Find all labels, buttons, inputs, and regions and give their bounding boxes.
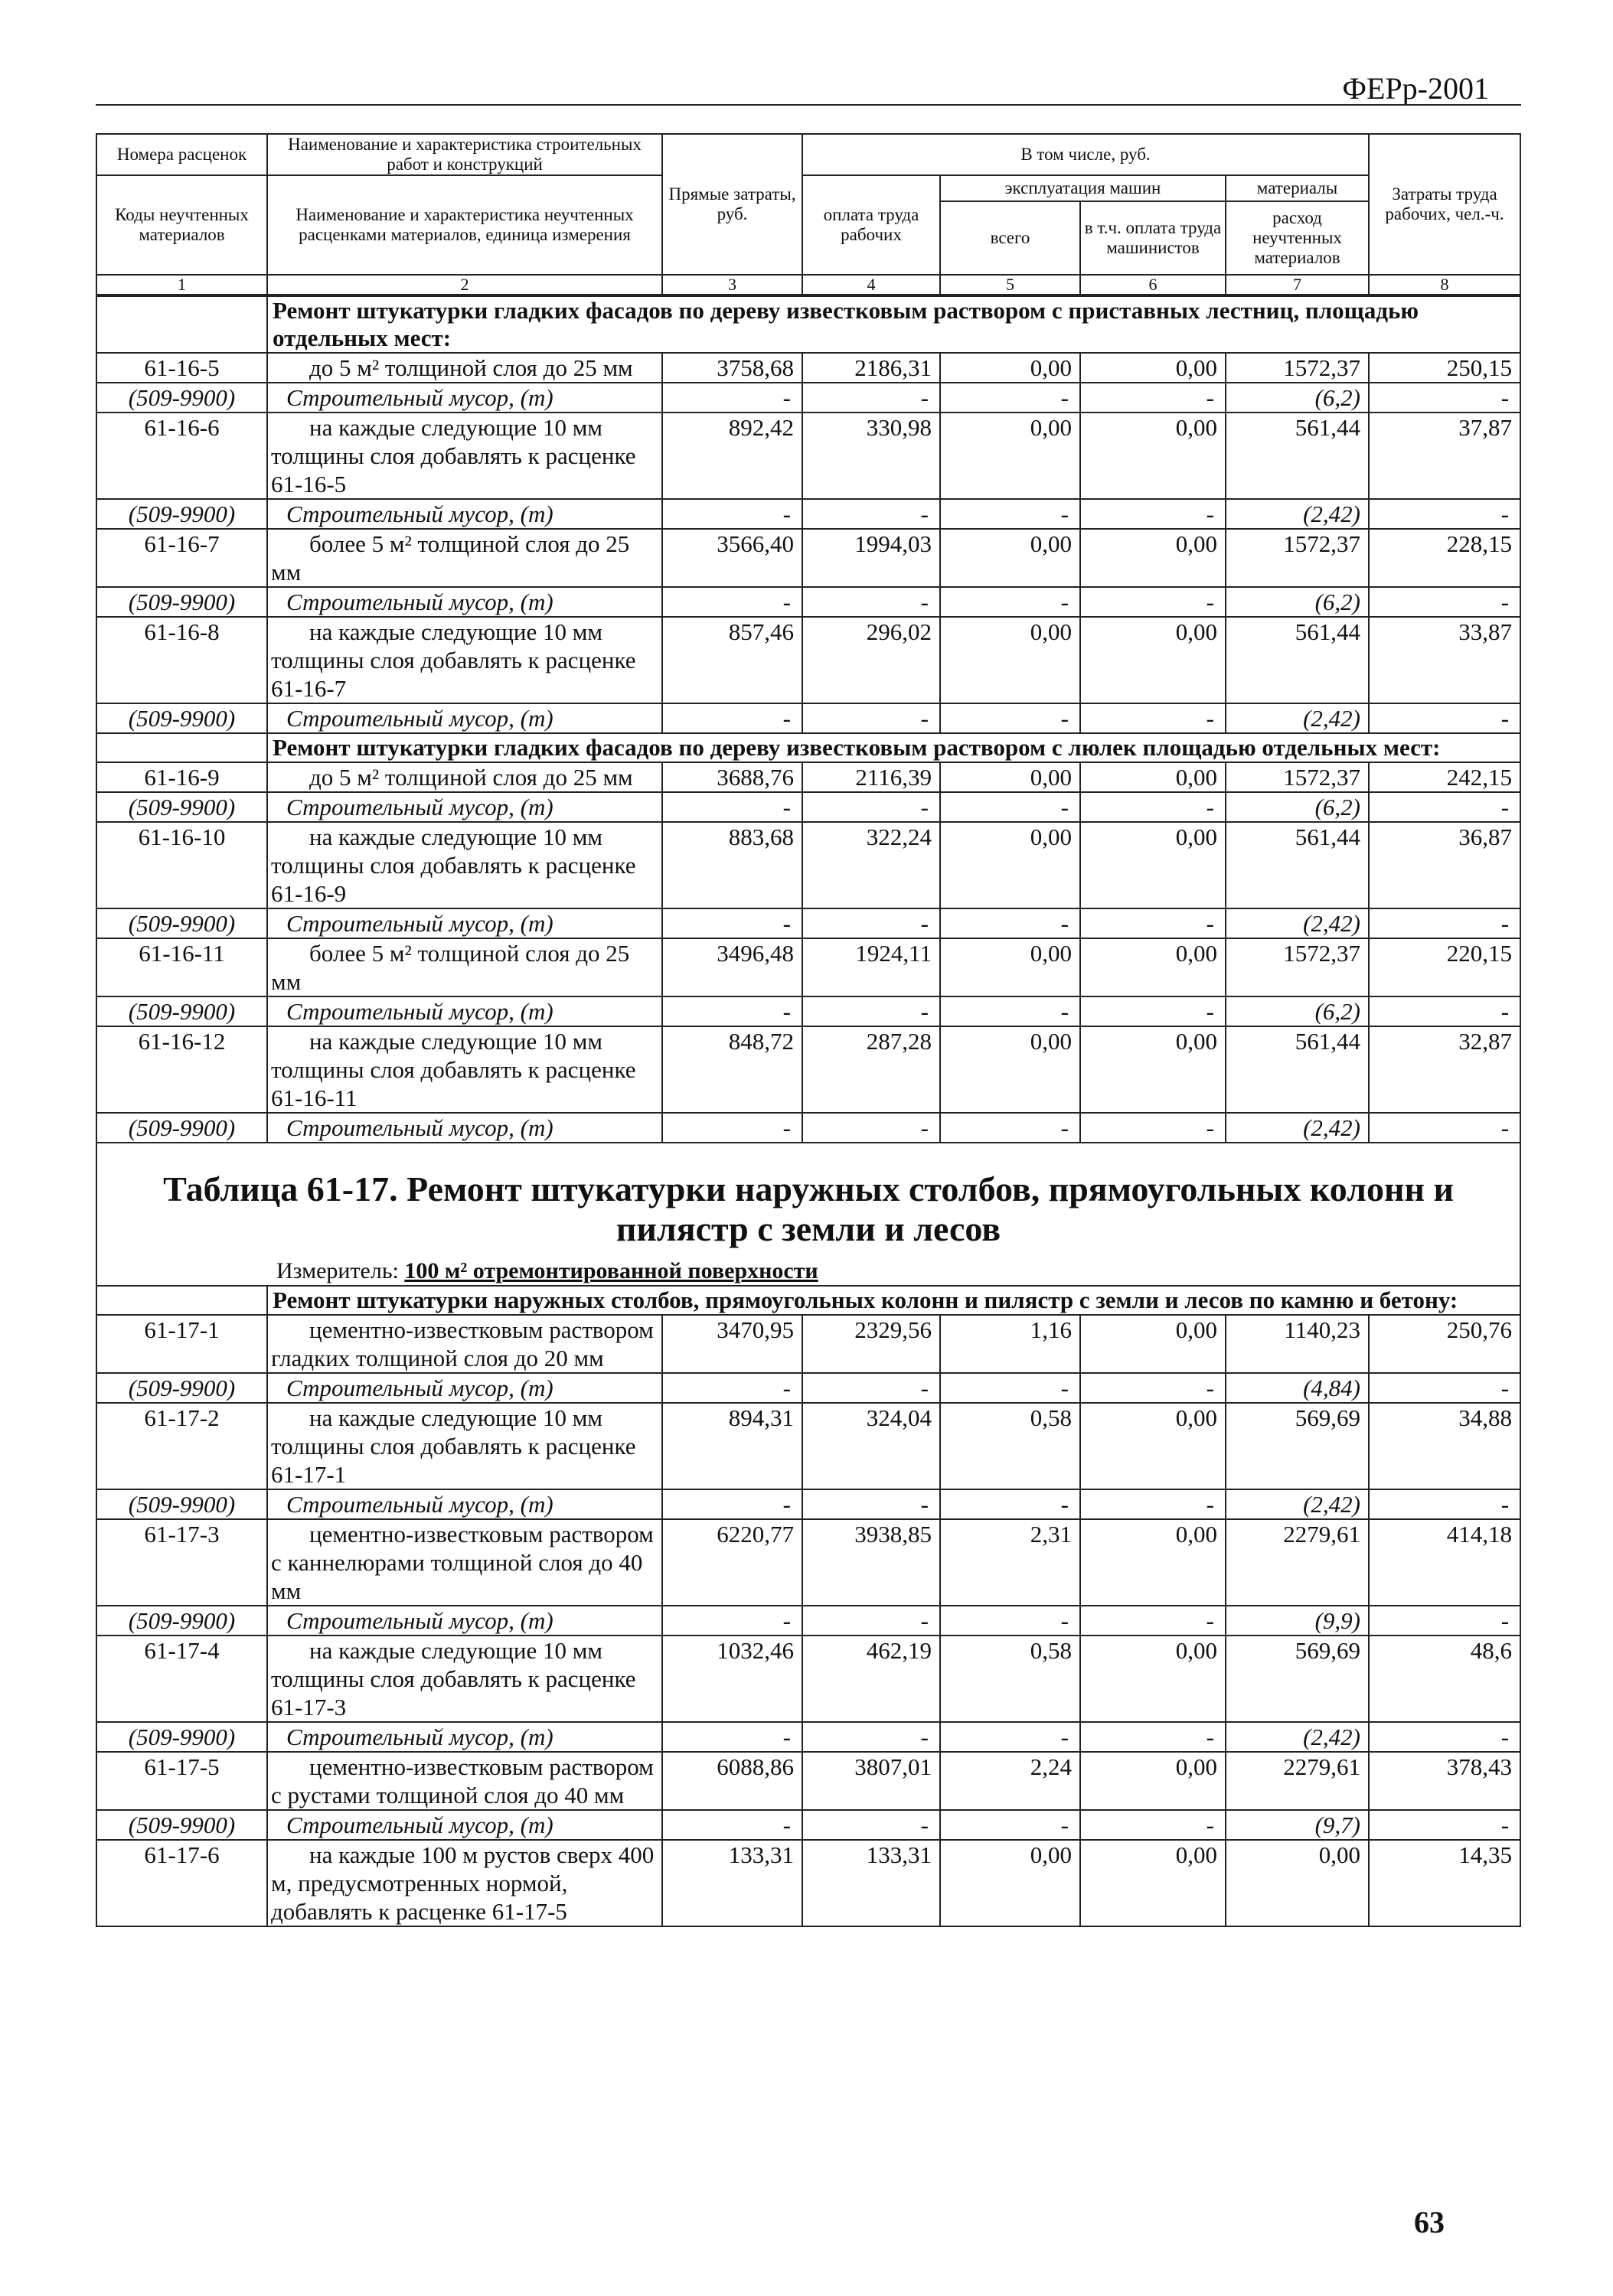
rate-description: более 5 м² толщиной слоя до 25 мм	[267, 938, 662, 996]
machines-total: 0,00	[940, 617, 1080, 703]
machines-total: 0,00	[940, 353, 1080, 383]
machinists-pay: 0,00	[1080, 529, 1226, 587]
machines-total: 0,00	[940, 822, 1080, 908]
material-dash: -	[662, 1606, 802, 1636]
material-dash: -	[940, 1489, 1080, 1519]
material-dash: -	[1080, 792, 1226, 822]
table-title: Таблица 61-17. Ремонт штукатурки наружных столбов, прямоугольных колонн и пилястр с земли и лесов	[96, 1157, 1520, 1257]
material-dash: -	[940, 1722, 1080, 1752]
rate-description: на каждые следующие 10 мм толщины слоя добавлять к расценке 61-17-1	[267, 1403, 662, 1489]
direct-costs: 3470,95	[662, 1315, 802, 1373]
col-machines: эксплуатация машин	[940, 175, 1226, 201]
material-dash: -	[1369, 996, 1520, 1026]
machines-total: 2,31	[940, 1519, 1080, 1606]
rate-description: цементно-известковым раствором гладких толщиной слоя до 20 мм	[267, 1315, 662, 1373]
material-consumption: (9,7)	[1226, 1810, 1369, 1840]
column-index-7: 7	[1226, 275, 1369, 295]
material-row	[96, 703, 1520, 733]
material-row	[96, 1722, 1520, 1752]
labor-pay: 322,24	[802, 822, 940, 908]
measure-label: Измеритель:	[276, 1258, 405, 1283]
material-code: (509-9900)	[96, 587, 267, 617]
material-consumption: (4,84)	[1226, 1373, 1369, 1403]
col-unaccounted-materials: расход неучтенных материалов	[1226, 201, 1369, 275]
labor-pay: 324,04	[802, 1403, 940, 1489]
measure-row	[96, 1257, 1520, 1286]
col-including: В том числе, руб.	[802, 134, 1369, 175]
group-row-2	[96, 733, 1520, 762]
machinists-pay: 0,00	[1080, 353, 1226, 383]
material-consumption: (2,42)	[1226, 499, 1369, 529]
material-row	[96, 1810, 1520, 1840]
rate-description: до 5 м² толщиной слоя до 25 мм	[267, 762, 662, 792]
material-dash: -	[802, 1113, 940, 1143]
table-row	[96, 1752, 1520, 1810]
direct-costs: 3688,76	[662, 762, 802, 792]
group-row-3	[96, 1286, 1520, 1315]
labor-hours: 242,15	[1369, 762, 1520, 792]
rate-code: 61-17-3	[96, 1519, 267, 1606]
material-row	[96, 1113, 1520, 1143]
labor-hours: 32,87	[1369, 1026, 1520, 1113]
column-index-8: 8	[1369, 275, 1520, 295]
col-work-name: Наименование и характеристика строительных работ и конструкций	[267, 134, 662, 175]
rate-code: 61-16-6	[96, 413, 267, 499]
labor-pay: 330,98	[802, 413, 940, 499]
labor-pay: 2186,31	[802, 353, 940, 383]
direct-costs: 133,31	[662, 1840, 802, 1926]
labor-hours: 37,87	[1369, 413, 1520, 499]
material-name: Строительный мусор, (т)	[267, 703, 662, 733]
machinists-pay: 0,00	[1080, 413, 1226, 499]
material-dash: -	[802, 383, 940, 413]
material-code: (509-9900)	[96, 1489, 267, 1519]
material-dash: -	[662, 1489, 802, 1519]
material-dash: -	[802, 1810, 940, 1840]
material-dash: -	[1369, 383, 1520, 413]
labor-pay: 2116,39	[802, 762, 940, 792]
machines-total: 2,24	[940, 1752, 1080, 1810]
materials-cost: 1572,37	[1226, 762, 1369, 792]
material-dash: -	[662, 499, 802, 529]
material-dash: -	[940, 1373, 1080, 1403]
material-dash: -	[1369, 587, 1520, 617]
material-dash: -	[1080, 1113, 1226, 1143]
table-row	[96, 938, 1520, 996]
rate-description: до 5 м² толщиной слоя до 25 мм	[267, 353, 662, 383]
material-code: (509-9900)	[96, 703, 267, 733]
labor-hours: 228,15	[1369, 529, 1520, 587]
table-row	[96, 822, 1520, 908]
rate-code: 61-16-12	[96, 1026, 267, 1113]
material-name: Строительный мусор, (т)	[267, 908, 662, 938]
page-number: 63	[1414, 2205, 1445, 2239]
rate-description: на каждые следующие 10 мм толщины слоя добавлять к расценке 61-16-5	[267, 413, 662, 499]
material-dash: -	[940, 383, 1080, 413]
material-dash: -	[802, 908, 940, 938]
machinists-pay: 0,00	[1080, 938, 1226, 996]
material-dash: -	[802, 996, 940, 1026]
direct-costs: 892,42	[662, 413, 802, 499]
material-consumption: (6,2)	[1226, 383, 1369, 413]
material-dash: -	[1369, 499, 1520, 529]
material-name: Строительный мусор, (т)	[267, 792, 662, 822]
col-labor-hours: Затраты труда рабочих, чел.-ч.	[1369, 134, 1520, 275]
material-row	[96, 499, 1520, 529]
material-dash: -	[1369, 1810, 1520, 1840]
labor-pay: 3807,01	[802, 1752, 940, 1810]
materials-cost: 0,00	[1226, 1840, 1369, 1926]
machinists-pay: 0,00	[1080, 617, 1226, 703]
labor-hours: 34,88	[1369, 1403, 1520, 1489]
material-dash: -	[1080, 996, 1226, 1026]
materials-cost: 561,44	[1226, 1026, 1369, 1113]
labor-pay: 1924,11	[802, 938, 940, 996]
col-direct-costs: Прямые затраты, руб.	[662, 134, 802, 275]
labor-hours: 250,15	[1369, 353, 1520, 383]
labor-pay: 2329,56	[802, 1315, 940, 1373]
machinists-pay: 0,00	[1080, 1840, 1226, 1926]
material-name: Строительный мусор, (т)	[267, 1489, 662, 1519]
material-name: Строительный мусор, (т)	[267, 1810, 662, 1840]
machinists-pay: 0,00	[1080, 1315, 1226, 1373]
material-dash: -	[1369, 1373, 1520, 1403]
material-dash: -	[1080, 703, 1226, 733]
material-row	[96, 1489, 1520, 1519]
measure-cell	[96, 1257, 1520, 1286]
column-index-4: 4	[802, 275, 940, 295]
machines-total: 0,00	[940, 413, 1080, 499]
table-header	[96, 133, 1521, 295]
material-dash: -	[940, 703, 1080, 733]
material-name: Строительный мусор, (т)	[267, 1373, 662, 1403]
material-dash: -	[662, 1373, 802, 1403]
material-dash: -	[802, 499, 940, 529]
direct-costs: 883,68	[662, 822, 802, 908]
rate-description: цементно-известковым раствором с рустами толщиной слоя до 40 мм	[267, 1752, 662, 1810]
direct-costs: 1032,46	[662, 1636, 802, 1722]
direct-costs: 6088,86	[662, 1752, 802, 1810]
machinists-pay: 0,00	[1080, 822, 1226, 908]
labor-hours: 220,15	[1369, 938, 1520, 996]
column-index-3: 3	[662, 275, 802, 295]
table-row	[96, 1403, 1520, 1489]
labor-pay: 133,31	[802, 1840, 940, 1926]
material-dash: -	[1080, 1810, 1226, 1840]
materials-cost: 2279,61	[1226, 1752, 1369, 1810]
material-dash: -	[940, 792, 1080, 822]
materials-cost: 1572,37	[1226, 938, 1369, 996]
material-dash: -	[1080, 1606, 1226, 1636]
material-dash: -	[662, 587, 802, 617]
header-rule	[96, 104, 1521, 106]
machines-total: 0,58	[940, 1403, 1080, 1489]
column-index-5: 5	[940, 275, 1080, 295]
rate-code: 61-16-7	[96, 529, 267, 587]
machinists-pay: 0,00	[1080, 1519, 1226, 1606]
labor-pay: 3938,85	[802, 1519, 940, 1606]
group-code-cell	[96, 733, 267, 762]
rate-description: на каждые следующие 10 мм толщины слоя добавлять к расценке 61-16-7	[267, 617, 662, 703]
material-dash: -	[802, 792, 940, 822]
material-row	[96, 587, 1520, 617]
rate-code: 61-17-1	[96, 1315, 267, 1373]
material-dash: -	[940, 908, 1080, 938]
material-consumption: (6,2)	[1226, 792, 1369, 822]
col-labor-pay: оплата труда рабочих	[802, 175, 940, 275]
material-dash: -	[662, 996, 802, 1026]
materials-cost: 1572,37	[1226, 529, 1369, 587]
material-row	[96, 792, 1520, 822]
rate-description: на каждые следующие 10 мм толщины слоя добавлять к расценке 61-16-11	[267, 1026, 662, 1113]
material-consumption: (6,2)	[1226, 996, 1369, 1026]
table-title-row	[96, 1157, 1520, 1257]
materials-cost: 561,44	[1226, 617, 1369, 703]
material-dash: -	[662, 1722, 802, 1752]
materials-cost: 2279,61	[1226, 1519, 1369, 1606]
labor-pay: 1994,03	[802, 529, 940, 587]
materials-cost: 561,44	[1226, 822, 1369, 908]
material-consumption: (2,42)	[1226, 1722, 1369, 1752]
material-consumption: (2,42)	[1226, 1113, 1369, 1143]
material-consumption: (6,2)	[1226, 587, 1369, 617]
material-code: (509-9900)	[96, 499, 267, 529]
material-dash: -	[802, 1489, 940, 1519]
material-dash: -	[1080, 1489, 1226, 1519]
labor-pay: 287,28	[802, 1026, 940, 1113]
rates-table	[96, 133, 1520, 1927]
material-dash: -	[662, 1810, 802, 1840]
column-index-row	[96, 275, 1520, 295]
machines-total: 0,00	[940, 1026, 1080, 1113]
material-row	[96, 908, 1520, 938]
material-dash: -	[1080, 383, 1226, 413]
material-name: Строительный мусор, (т)	[267, 499, 662, 529]
machinists-pay: 0,00	[1080, 762, 1226, 792]
material-dash: -	[802, 1722, 940, 1752]
material-dash: -	[662, 908, 802, 938]
materials-cost: 1140,23	[1226, 1315, 1369, 1373]
direct-costs: 3496,48	[662, 938, 802, 996]
material-name: Строительный мусор, (т)	[267, 1113, 662, 1143]
column-index-6: 6	[1080, 275, 1226, 295]
table-row	[96, 529, 1520, 587]
material-name: Строительный мусор, (т)	[267, 383, 662, 413]
col-machines-total: всего	[940, 201, 1080, 275]
document-code: ФЕРр-2001	[1342, 71, 1489, 106]
rate-description: более 5 м² толщиной слоя до 25 мм	[267, 529, 662, 587]
material-dash: -	[1080, 908, 1226, 938]
direct-costs: 857,46	[662, 617, 802, 703]
material-dash: -	[940, 587, 1080, 617]
material-code: (509-9900)	[96, 1606, 267, 1636]
labor-hours: 378,43	[1369, 1752, 1520, 1810]
material-dash: -	[662, 1113, 802, 1143]
machines-total: 0,00	[940, 529, 1080, 587]
material-dash: -	[802, 1606, 940, 1636]
group-code-cell	[96, 296, 267, 353]
machinists-pay: 0,00	[1080, 1403, 1226, 1489]
material-dash: -	[802, 587, 940, 617]
material-code: (509-9900)	[96, 1722, 267, 1752]
rate-code: 61-17-6	[96, 1840, 267, 1926]
material-dash: -	[1369, 908, 1520, 938]
material-dash: -	[940, 1606, 1080, 1636]
rate-code: 61-16-10	[96, 822, 267, 908]
material-code: (509-9900)	[96, 1373, 267, 1403]
direct-costs: 894,31	[662, 1403, 802, 1489]
materials-cost: 569,69	[1226, 1636, 1369, 1722]
machines-total: 0,58	[940, 1636, 1080, 1722]
material-consumption: (2,42)	[1226, 908, 1369, 938]
material-dash: -	[1369, 792, 1520, 822]
measure-value: 100 м² отремонтированной поверхности	[404, 1258, 818, 1283]
material-name: Строительный мусор, (т)	[267, 996, 662, 1026]
material-dash: -	[662, 792, 802, 822]
col-materials: материалы	[1226, 175, 1369, 201]
material-name: Строительный мусор, (т)	[267, 1722, 662, 1752]
material-consumption: (2,42)	[1226, 1489, 1369, 1519]
rate-code: 61-16-8	[96, 617, 267, 703]
materials-cost: 1572,37	[1226, 353, 1369, 383]
table-body	[96, 295, 1521, 1927]
rate-code: 61-17-5	[96, 1752, 267, 1810]
material-row	[96, 383, 1520, 413]
group-title: Ремонт штукатурки гладких фасадов по дереву известковым раствором с приставных лестниц, площадью отдельных мест:	[267, 296, 1520, 353]
group-title: Ремонт штукатурки наружных столбов, прямоугольных колонн и пилястр с земли и лесов по камню и бетону:	[267, 1286, 1520, 1315]
col-material-code: Коды неучтенных материалов	[96, 175, 267, 275]
direct-costs: 3758,68	[662, 353, 802, 383]
table-row	[96, 353, 1520, 383]
material-dash: -	[1369, 1722, 1520, 1752]
rate-description: на каждые следующие 10 мм толщины слоя добавлять к расценке 61-16-9	[267, 822, 662, 908]
material-dash: -	[1080, 587, 1226, 617]
material-code: (509-9900)	[96, 792, 267, 822]
column-index-2: 2	[267, 275, 662, 295]
direct-costs: 848,72	[662, 1026, 802, 1113]
material-dash: -	[940, 1113, 1080, 1143]
machines-total: 0,00	[940, 938, 1080, 996]
labor-hours: 414,18	[1369, 1519, 1520, 1606]
machines-total: 1,16	[940, 1315, 1080, 1373]
table-row	[96, 413, 1520, 499]
table-row	[96, 1840, 1520, 1926]
machines-total: 0,00	[940, 1840, 1080, 1926]
material-dash: -	[1369, 703, 1520, 733]
material-dash: -	[802, 1373, 940, 1403]
machinists-pay: 0,00	[1080, 1752, 1226, 1810]
material-dash: -	[1369, 1113, 1520, 1143]
material-code: (509-9900)	[96, 383, 267, 413]
rate-description: на каждые 100 м рустов сверх 400 м, предусмотренных нормой, добавлять к расценке 61-17-5	[267, 1840, 662, 1926]
material-code: (509-9900)	[96, 996, 267, 1026]
labor-hours: 36,87	[1369, 822, 1520, 908]
material-dash: -	[940, 996, 1080, 1026]
direct-costs: 3566,40	[662, 529, 802, 587]
material-dash: -	[802, 703, 940, 733]
materials-cost: 569,69	[1226, 1403, 1369, 1489]
rate-code: 61-16-9	[96, 762, 267, 792]
materials-cost: 561,44	[1226, 413, 1369, 499]
table-row	[96, 762, 1520, 792]
labor-hours: 14,35	[1369, 1840, 1520, 1926]
material-dash: -	[1080, 499, 1226, 529]
direct-costs: 6220,77	[662, 1519, 802, 1606]
rate-code: 61-17-4	[96, 1636, 267, 1722]
material-dash: -	[1080, 1373, 1226, 1403]
machinists-pay: 0,00	[1080, 1636, 1226, 1722]
col-machinists-pay: в т.ч. оплата труда машинистов	[1080, 201, 1226, 275]
material-dash: -	[662, 383, 802, 413]
material-dash: -	[1080, 1722, 1226, 1752]
table-row	[96, 1519, 1520, 1606]
material-row	[96, 996, 1520, 1026]
machinists-pay: 0,00	[1080, 1026, 1226, 1113]
rate-code: 61-17-2	[96, 1403, 267, 1489]
rate-description: на каждые следующие 10 мм толщины слоя добавлять к расценке 61-17-3	[267, 1636, 662, 1722]
labor-hours: 250,76	[1369, 1315, 1520, 1373]
material-dash: -	[940, 1810, 1080, 1840]
material-name: Строительный мусор, (т)	[267, 587, 662, 617]
rate-description: цементно-известковым раствором с каннелюрами толщиной слоя до 40 мм	[267, 1519, 662, 1606]
material-dash: -	[662, 703, 802, 733]
rate-code: 61-16-5	[96, 353, 267, 383]
group-row-1	[96, 296, 1520, 353]
labor-hours: 48,6	[1369, 1636, 1520, 1722]
material-code: (509-9900)	[96, 908, 267, 938]
group-code-cell	[96, 1286, 267, 1315]
table-row	[96, 1315, 1520, 1373]
group-title: Ремонт штукатурки гладких фасадов по дереву известковым раствором с люлек площадью отдельных мест:	[267, 733, 1520, 762]
material-name: Строительный мусор, (т)	[267, 1606, 662, 1636]
material-code: (509-9900)	[96, 1113, 267, 1143]
labor-hours: 33,87	[1369, 617, 1520, 703]
material-row	[96, 1373, 1520, 1403]
table-row	[96, 1026, 1520, 1113]
col-rate-number: Номера расценок	[96, 134, 267, 175]
table-row	[96, 617, 1520, 703]
material-dash: -	[1369, 1489, 1520, 1519]
material-code: (509-9900)	[96, 1810, 267, 1840]
machines-total: 0,00	[940, 762, 1080, 792]
labor-pay: 296,02	[802, 617, 940, 703]
rate-code: 61-16-11	[96, 938, 267, 996]
material-consumption: (2,42)	[1226, 703, 1369, 733]
spacer-cell	[96, 1143, 1520, 1157]
col-material-name: Наименование и характеристика неучтенных расценками материалов, единица измерения	[267, 175, 662, 275]
column-index-1: 1	[96, 275, 267, 295]
table-row	[96, 1636, 1520, 1722]
material-consumption: (9,9)	[1226, 1606, 1369, 1636]
labor-pay: 462,19	[802, 1636, 940, 1722]
material-row	[96, 1606, 1520, 1636]
material-dash: -	[940, 499, 1080, 529]
spacer-row	[96, 1143, 1520, 1157]
material-dash: -	[1369, 1606, 1520, 1636]
